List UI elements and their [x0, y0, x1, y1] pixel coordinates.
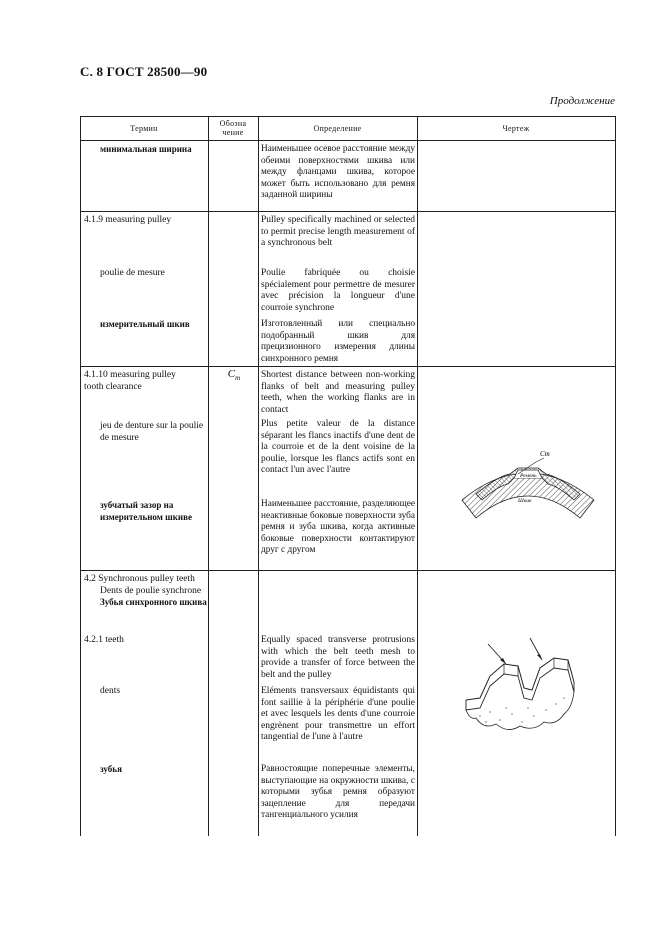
definition-cell: Shortest distance between non-working flanks of belt and measuring pulley teeth, when the working flanks are in contact: [261, 370, 415, 415]
definition-cell: Наименьшее осевое расстояние между обеими поверхностями шкива или между фланцами шкива, которое может быть использовано для ремня заданной ширины: [261, 144, 415, 200]
symbol-sub: m: [235, 374, 241, 383]
definition-cell: Наименьшее расстояние, разделяющее неактивные боковые поверхности зуба ремня и зуба шкива, когда активные боковые поверхности контактируют друг с другом: [261, 499, 415, 555]
term-cell: 4.2.1 teeth: [84, 635, 124, 645]
continuation-label: Продолжение: [549, 95, 615, 107]
term-cell: poulie de mesure: [100, 268, 165, 278]
term-cell: зубчатый зазор на измерительном шкиве: [100, 500, 192, 522]
column-header-drawing: Чертеж: [502, 123, 530, 133]
term-cell: измерительный шкив: [100, 319, 190, 329]
column-header-symbol: Обозна чение: [219, 119, 247, 137]
term-cell: 4.1.10 measuring pulley tooth clearance: [84, 370, 176, 392]
section-number: 4.2: [84, 574, 96, 584]
section-term-en: Synchronous pulley teeth: [98, 574, 195, 584]
column-header-definition: Определение: [313, 123, 362, 133]
definition-cell: Изготовленный или специально подобранный шкив для прецизионного измерения длины синхронного ремня: [261, 319, 415, 364]
definition-cell: Равностоящие поперечные элементы, выступающие на окружности шкива, с которыми зубья ремня образуют зацепление для передачи тангенциального усилия: [261, 764, 415, 820]
pulley-teeth-drawing: [460, 636, 580, 736]
section-term-ru: Зубья синхронного шкива: [100, 597, 207, 607]
column-header-term: Термин: [130, 123, 158, 133]
term-cell: dents: [100, 686, 121, 696]
definition-cell: Plus petite valeur de la distance séparant les flancs inactifs d'une dent de la courroie et de la dent voisine de la poulie, lorsque les flancs actifs sont en contact l'un avec l'autre: [261, 419, 415, 475]
definition-cell: Eléments transversaux équidistants qui font saillie à la périphérie d'une poulie et avec lesquels les dents d'une courroie engrènent pour transmettre un effort tangential de l'une à l'autre: [261, 686, 415, 742]
terms-table: [80, 116, 615, 836]
page-header: С. 8 ГОСТ 28500—90: [80, 64, 208, 79]
term-cell: зубья: [100, 764, 122, 774]
belt-label: Ремень: [520, 473, 537, 479]
term-cell: jeu de denture sur la poulie de mesure: [100, 421, 204, 443]
symbol-main: C: [227, 368, 236, 380]
symbol-cell: [210, 369, 258, 385]
definition-cell: Poulie fabriquée ou choisie spécialement pour permettre de mesurer avec précision la longueur d'une courroie synchrone: [261, 268, 415, 313]
section-term-cell: [84, 574, 207, 609]
term-cell: 4.1.9 measuring pulley: [84, 215, 172, 225]
pulley-label: Шкив: [518, 498, 532, 504]
definition-cell: Pulley specifically machined or selected to permit precise length measurement of a synchronous belt: [261, 215, 415, 248]
tooth-clearance-drawing: [458, 448, 598, 532]
section-term-fr: Dents de poulie synchrone: [100, 585, 202, 596]
clearance-label: Cm: [540, 450, 550, 458]
definition-cell: Equally spaced transverse protrusions with which the belt teeth mesh to provide a transfer of force between the belt and the pulley: [261, 635, 415, 680]
term-cell: минимальная ширина: [100, 144, 192, 154]
